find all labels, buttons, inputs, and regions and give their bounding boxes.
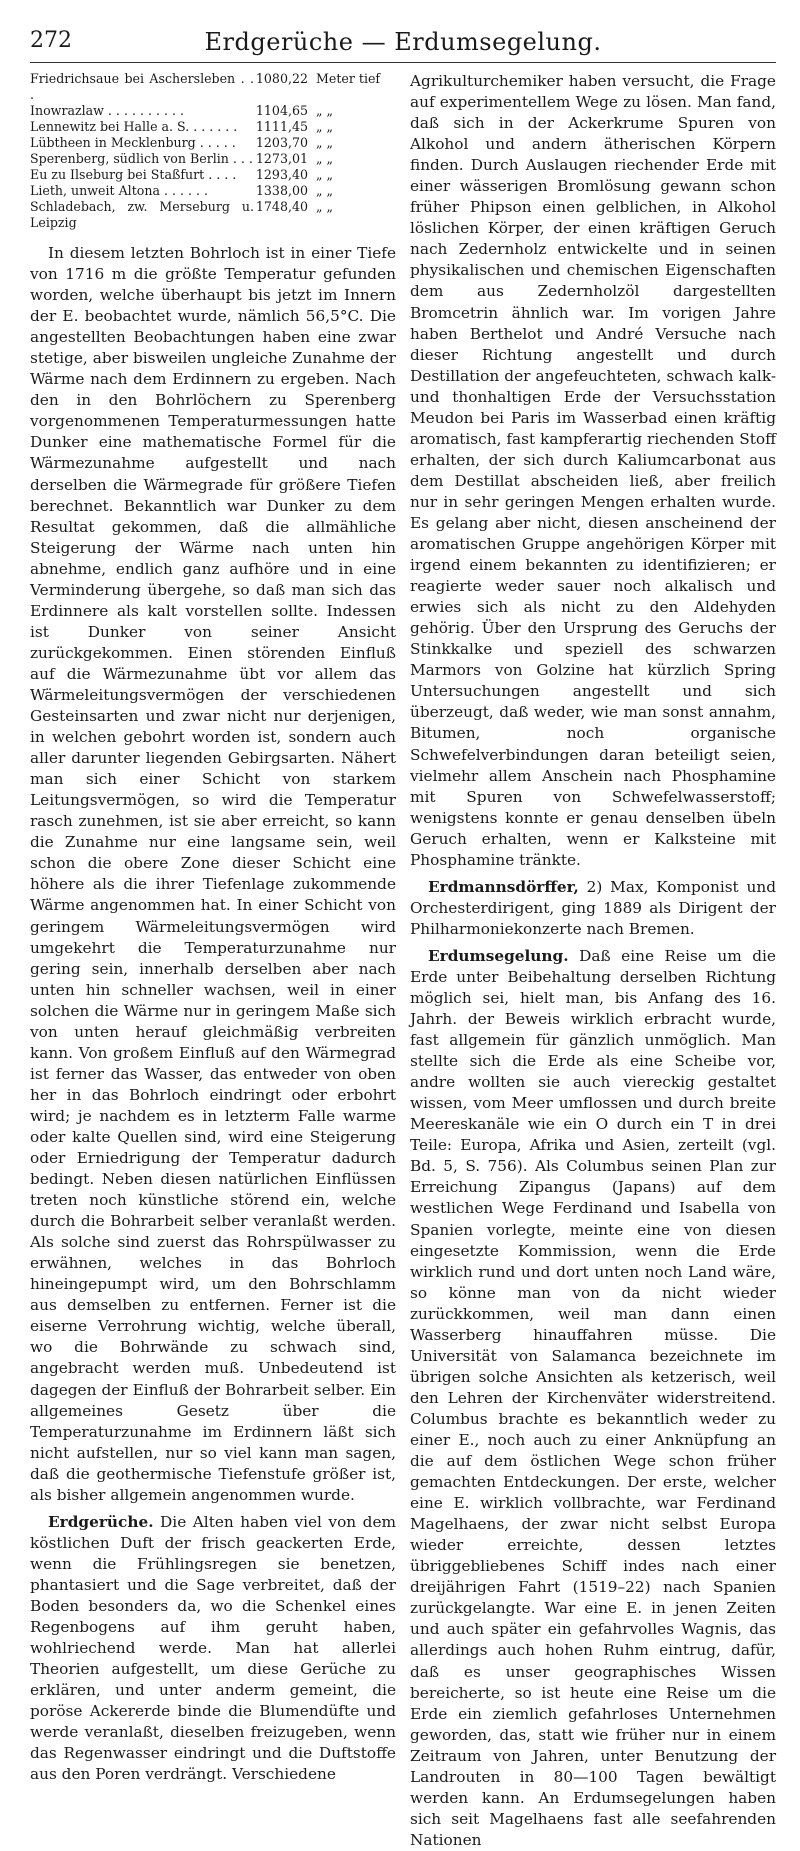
table-cell-unit: „ „ [316, 119, 334, 134]
table-row [30, 119, 396, 135]
table-cell-location: Lübtheen in Mecklenburg . . . . . [30, 135, 236, 150]
table-cell-unit: „ „ [316, 183, 334, 198]
table-cell-depth: 1203,70 [255, 135, 308, 150]
lexicon-entry-erdgerueche [30, 1512, 396, 1786]
table-row [30, 167, 396, 183]
table-row [30, 183, 396, 199]
table-row [30, 103, 396, 119]
left-column [30, 71, 396, 1851]
table-cell-depth: 1104,65 [255, 103, 308, 118]
lexicon-entry-erdumsegelung [410, 946, 776, 1851]
table-cell-location: Friedrichsaue bei Aschersleben . . . [30, 71, 254, 102]
lexicon-entry-erdmannsdoerffer [410, 877, 776, 940]
body-paragraph: Agrikulturchemiker haben versucht, die Frage auf experimentellem Wege zu lösen. Man fand, daß sich in der Ackerkrume Spuren von Alkohol und andern ätherischen Körpern finden. Durch Auslaugen riechender Erde mit einer wässerigen Bromlösung gewann schon früher Phipson einen gelblichen, in Alkohol löslichen Körper, der einen kräftigen Geruch nach Zedernholz entwickelte und in seinen physikalischen und chemischen Eigenschaften dem aus Zedernholzöl dargestellten Bromcetrin ähnlich war. Im vorigen Jahre haben Berthelot und André Versuche nach dieser Richtung angestellt und durch Destillation der angefeuchteten, schwach kalk- und thonhaltigen Erde der Versuchsstation Meudon bei Paris im Wasserbad einen kräftig aromatisch, fast kampferartig riechenden Stoff erhalten, der sich durch Kaliumcarbonat aus dem Destillat abscheiden ließ, aber freilich nur in sehr geringen Mengen erhalten wurde. Es gelang aber nicht, diesen anscheinend der aromatischen Gruppe angehörigen Körper mit irgend einem bekannten zu identifizieren; er reagierte weder sauer noch alkalisch und erwies sich als nicht zu den Aldehyden gehörig. Über den Ursprung des Geruchs der Stinkkalke und speziell des schwarzen Marmors von Golzine hat kürzlich Spring Untersuchungen angestellt und sich überzeugt, daß weder, wie man sonst annahm, Bitumen, noch organische Schwefelverbindungen daran beteiligt seien, vielmehr allem Anschein nach Phosphamine mit Spuren von Schwefelwasserstoff; wenigstens konnte er genau denselben übeln Geruch erhalten, wenn er Kalksteine mit Phosphamine tränkte. [410, 72, 776, 869]
table-cell-depth: 1293,40 [255, 167, 308, 182]
table-cell-depth: 1273,01 [255, 151, 308, 166]
entry-headword: Erdgerüche. [48, 1512, 154, 1531]
table-cell-unit: „ „ [316, 151, 334, 166]
entry-text: Daß eine Reise um die Erde unter Beibehaltung derselben Richtung möglich sei, hielt man, bis Anfang des 16. Jahrh. der Beweis wirklich erbracht wurde, fast allgemein für gänzlich unmöglich. Man stellte sich die Erde als eine Scheibe vor, andre wollten sie auch viereckig gestaltet wissen, vom Meer umflossen und durch breite Meereskanäle wie ein O durch ein T in drei Teile: Europa, Afrika und Asien, zerteilt (vgl. Bd. 5, S. 756). Als Columbus seinen Plan zur Erreichung Zipangus (Japans) auf dem westlichen Wege Ferdinand und Isabella von Spanien vorlegte, meinte eine von diesen eingesetzte Kommission, wenn die Erde wirklich rund und dort unten noch Land wäre, so könne man von da nicht wieder zurückkommen, weil man dann einen Wasserberg hinauffahren müsse. Die Universität von Salamanca bezeichnete im übrigen solche Ansichten als ketzerisch, weil den Lehren der Kirchenväter widerstreitend. Columbus brachte es bekanntlich weder zu einer E., noch auch zu einer Anknüpfung an die auf dem östlichen Wege schon früher gemachten Entdeckungen. Der erste, welcher eine E. wirklich vollbrachte, war Ferdinand Magelhaens, der zwar nicht selbst Europa wieder erreichte, dessen letztes übriggebliebenes Schiff indes nach einer dreijährigen Fahrt (1519–22) nach Spanien zurückgelangte. War eine E. in jenen Zeiten und auch später ein gefahrvolles Wagnis, das allerdings auch hohen Ruhm eintrug, dafür, daß es unser geographisches Wissen bereicherte, so ist heute eine Reise um die Erde ein ziemlich gefahrloses Unternehmen geworden, das, statt wie früher nur in einem Zeitraum von Jahren, unter Benutzung der Landrouten in 80—100 Tagen bewältigt werden kann. An Erdumsegelungen haben sich seit Magelhaens fast alle seefahrenden Nationen [410, 946, 776, 1849]
table-cell-unit: „ „ [316, 167, 334, 182]
table-cell-location: Sperenberg, südlich von Berlin . . . [30, 151, 253, 166]
entry-headword: Erdmannsdörffer, [428, 877, 579, 896]
page-number: 272 [30, 28, 72, 53]
table-cell-unit: „ „ [316, 103, 334, 118]
table-row [30, 199, 396, 231]
table-cell-unit: Meter tief [316, 71, 381, 86]
table-cell-depth: 1338,00 [255, 183, 308, 198]
entry-headword: Erdumsegelung. [428, 946, 569, 965]
table-cell-location: Lieth, unweit Altona . . . . . . [30, 183, 208, 198]
table-cell-location: Lennewitz bei Halle a. S. . . . . . . [30, 119, 238, 134]
table-cell-location: Eu zu Ilseburg bei Staßfurt . . . . [30, 167, 237, 182]
table-cell-depth: 1748,40 [255, 199, 308, 214]
borehole-depth-table [30, 71, 396, 231]
table-cell-unit: „ „ [316, 199, 334, 214]
table-row [30, 151, 396, 167]
entry-text: 2) Max, Komponist und Orchesterdirigent, ging 1889 als Dirigent der Philharmoniekonzerte nach Bremen. [410, 877, 776, 938]
table-cell-unit: „ „ [316, 135, 334, 150]
entry-text: Die Alten haben viel von dem köstlichen Duft der frisch geackerten Erde, wenn die Frühlingsregen sie benetzen, phantasiert und die Sage verbreitet, daß der Boden besonders da, wo die Schenkel eines Regenbogens auf ihm geruht haben, wohlriechend werde. Man hat allerlei Theorien aufgestellt, um diese Gerüche zu erklären, und unter anderm gemeint, die poröse Ackererde binde die Blumendüfte und werde veranlaßt, dieselben freizugeben, wenn das Regenwasser eindringt und die Duftstoffe aus den Poren verdrängt. Verschiedene [30, 1512, 396, 1784]
table-cell-depth: 1080,22 [255, 71, 308, 86]
text-columns [30, 71, 776, 1851]
table-row [30, 135, 396, 151]
right-column [410, 71, 776, 1851]
table-cell-location: Schladebach, zw. Merseburg u. Leipzig [30, 199, 254, 230]
page-header [30, 28, 776, 63]
table-cell-depth: 1111,45 [255, 119, 308, 134]
running-title: Erdgerüche — Erdumsegelung. [204, 28, 602, 56]
table-row [30, 71, 396, 103]
table-cell-location: Inowrazlaw . . . . . . . . . . [30, 103, 184, 118]
body-paragraph: In diesem letzten Bohrloch ist in einer Tiefe von 1716 m die größte Temperatur gefunden worden, welche überhaupt bis jetzt im Innern der E. beobachtet wurde, nämlich 56,5°C. Die angestellten Beobachtungen haben eine zwar stetige, aber bisweilen ungleiche Zunahme der Wärme nach dem Erdinnern zu ergeben. Nach den in den Bohrlöchern zu Sperenberg vorgenommenen Temperaturmessungen hatte Dunker eine mathematische Formel für die Wärmezunahme aufgestellt und nach derselben die Wärmegrade für größere Tiefen berechnet. Bekanntlich war Dunker zu dem Resultat gekommen, daß die allmähliche Steigerung der Wärme nach unten hin abnehme, endlich ganz aufhöre und in eine Verminderung übergehe, so daß man sich das Erdinnere als kalt vorstellen sollte. Indessen ist Dunker von seiner Ansicht zurückgekommen. Einen störenden Einfluß auf die Wärmezunahme übt vor allem das Wärmeleitungsvermögen der verschiedenen Gesteinsarten und zwar nicht nur derjenigen, in welchen gebohrt worden ist, sondern auch aller darunter liegenden Gebirgsarten. Nähert man sich einer Schicht von starkem Leitungsvermögen, so wird die Temperatur rasch zunehmen, ist sie aber erreicht, so kann die Zunahme nur eine langsame sein, weil schon die obere Zone dieser Schicht eine höhere als die ihrer Tiefenlage zukommende Wärme angenommen hat. In einer Schicht von geringem Wärmeleitungsvermögen wird umgekehrt die Temperaturzunahme nur gering sein, innerhalb derselben aber nach unten hin schneller wachsen, weil in einer solchen die Wärme nur in geringem Maße sich von unten herauf gleichmäßig verbreiten kann. Von großem Einfluß auf den Wärmegrad ist ferner das Wasser, das entweder von oben her in das Bohrloch eindringt oder erbohrt wird; je nachdem es in letzterm Falle warme oder kalte Quellen sind, wird eine Steigerung oder Erniedrigung der Temperatur dadurch bedingt. Neben diesen natürlichen Einflüssen treten noch künstliche störend ein, welche durch die Bohrarbeit selber veranlaßt werden. Als solche sind zuerst das Rohrspülwasser zu erwähnen, welches in das Bohrloch hineingepumpt wird, um den Bohrschlamm aus demselben zu entfernen. Ferner ist die eiserne Verrohrung wichtig, welche überall, wo die Bohrwände zu schwach sind, angebracht werden muß. Unbedeutend ist dagegen der Einfluß der Bohrarbeit selber. Ein allgemeines Gesetz über die Temperaturzunahme im Erdinnern läßt sich nicht aufstellen, nur so viel kann man sagen, daß die geothermische Tiefenstufe größer ist, als bisher allgemein angenommen wurde. [30, 244, 396, 1504]
